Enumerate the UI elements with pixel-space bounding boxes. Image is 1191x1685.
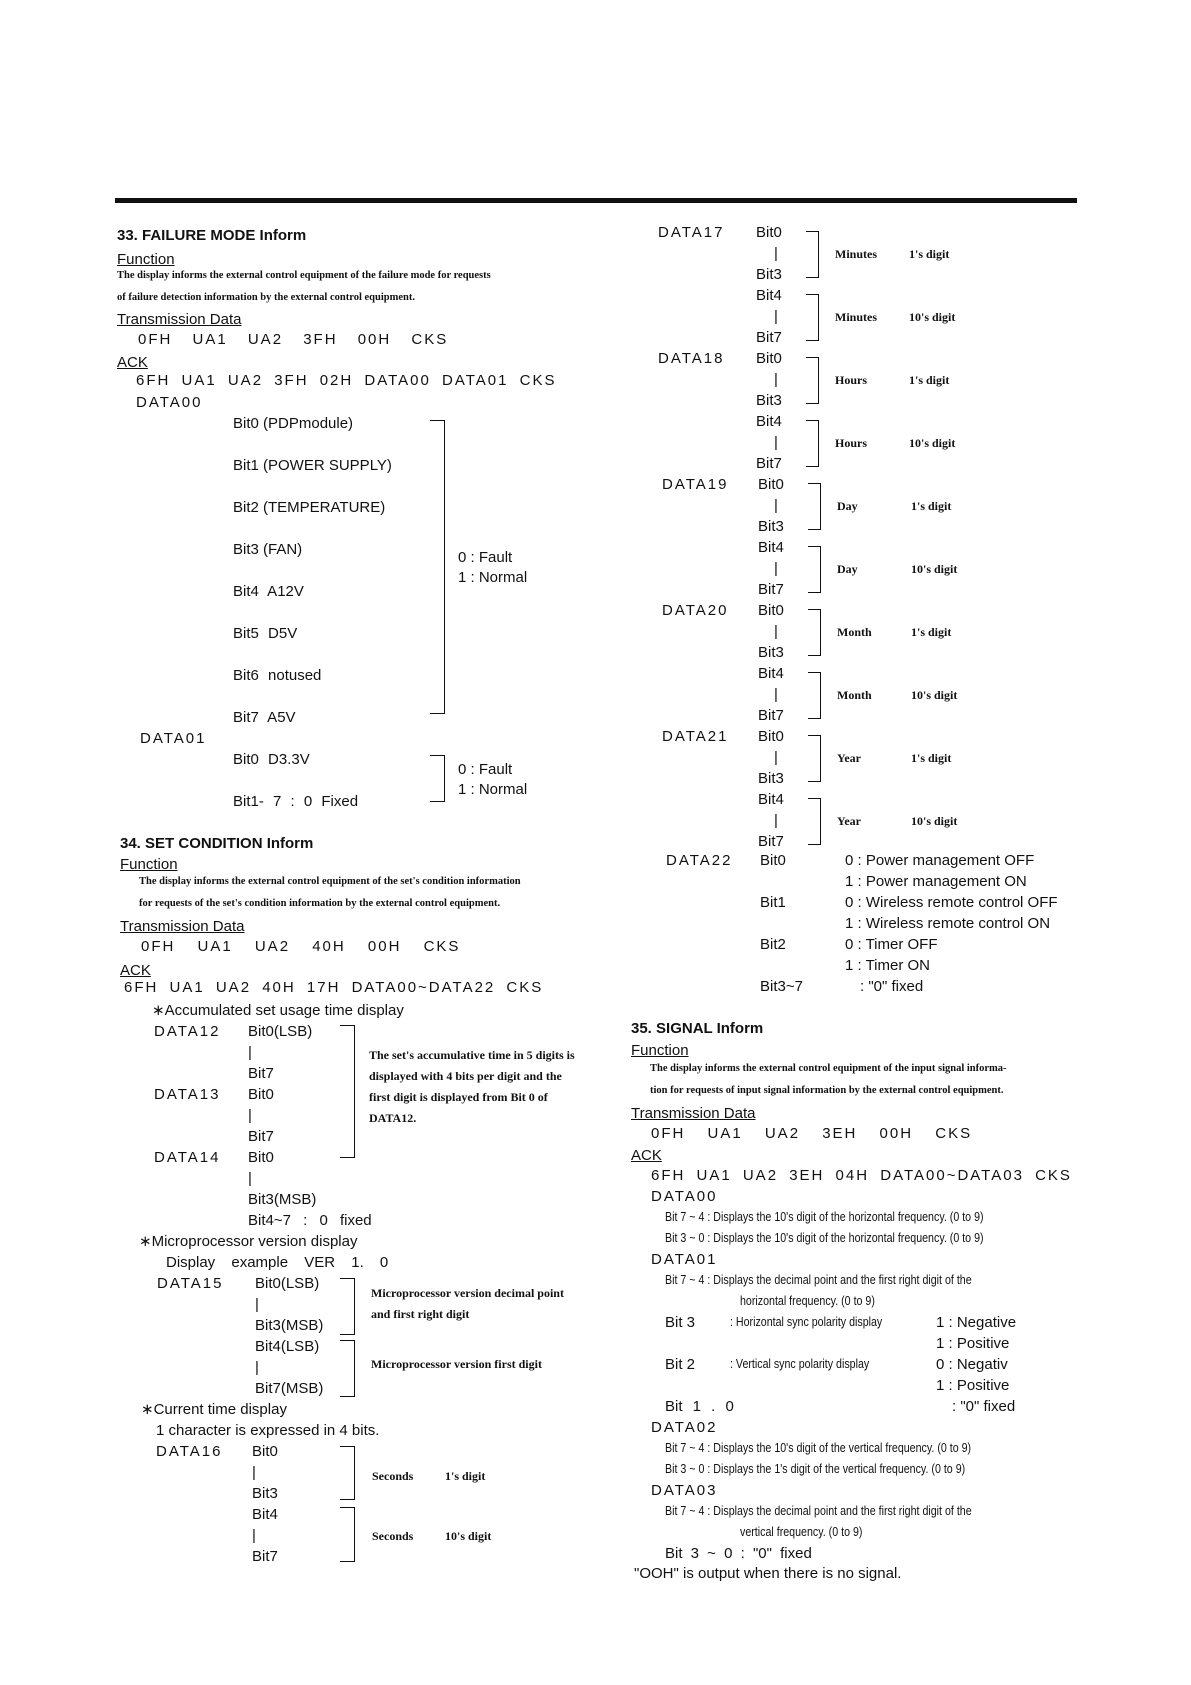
- bit-value: 0 : Wireless remote control OFF: [845, 894, 1058, 911]
- bit-label: Bit0: [756, 350, 782, 367]
- bit-label: Bit4: [756, 287, 782, 304]
- digit-label: 1's digit: [911, 499, 952, 513]
- register-label: DATA19: [662, 476, 729, 493]
- bracket: [340, 1278, 355, 1335]
- time-unit: Year: [837, 751, 861, 765]
- data03-label: DATA03: [651, 1482, 718, 1499]
- bit-label: |: [774, 371, 778, 388]
- bit-label: Bit4: [252, 1506, 278, 1523]
- bit-label: Bit3: [756, 392, 782, 409]
- bit-label: |: [248, 1044, 252, 1061]
- bit-label: Bit4: [758, 539, 784, 556]
- data01-bits-7-4-cont: horizontal frequency. (0 to 9): [740, 1293, 875, 1308]
- digit-label: 10's digit: [909, 436, 956, 450]
- bit-label: Bit0: [248, 1086, 274, 1103]
- register-label: DATA15: [157, 1275, 224, 1292]
- bit-label: |: [252, 1464, 256, 1481]
- bit-label: Bit3: [758, 518, 784, 535]
- bit-label: Bit 2: [665, 1356, 696, 1373]
- digit-label: 1's digit: [911, 625, 952, 639]
- register-label: DATA12: [154, 1023, 221, 1040]
- bracket: [430, 755, 445, 802]
- bit-label: Bit7: [758, 707, 784, 724]
- bit-label: Bit3(MSB): [248, 1191, 317, 1208]
- bit-label: Bit7: [758, 581, 784, 598]
- section-35-desc-line1: The display informs the external control equipment of the input signal informa-: [650, 1063, 1007, 1074]
- microprocessor-first-digit-note: Microprocessor version first digit: [371, 1357, 542, 1371]
- digit-label: 1's digit: [445, 1469, 486, 1483]
- bracket: [808, 546, 821, 593]
- display-example: Display example VER 1. 0: [166, 1254, 389, 1271]
- bit-label: Bit1: [760, 894, 786, 911]
- digit-label: 10's digit: [911, 562, 958, 576]
- bit-label: |: [255, 1296, 259, 1313]
- bit-label: Bit 1 . 0: [665, 1398, 734, 1415]
- section-34-desc-line2: for requests of the set's condition information by the external control equipment.: [139, 898, 501, 909]
- bit-value: 0 : Power management OFF: [845, 852, 1035, 869]
- transmission-code: 0FH UA1 UA2 3EH 00H CKS: [651, 1125, 973, 1142]
- time-unit: Day: [837, 562, 858, 576]
- bit-label: |: [774, 560, 778, 577]
- normal-value: 1 : Normal: [458, 569, 528, 586]
- data01-label: DATA01: [140, 730, 207, 747]
- digit-label: 10's digit: [911, 688, 958, 702]
- bracket: [340, 1025, 355, 1158]
- bit-value: 1 : Positive: [936, 1335, 1010, 1352]
- bit-label: Bit0: [252, 1443, 278, 1460]
- ack-code: 6FH UA1 UA2 40H 17H DATA00~DATA22 CKS: [124, 979, 544, 996]
- section-33-desc-line2: of failure detection information by the external control equipment.: [117, 292, 415, 303]
- data00-label: DATA00: [651, 1188, 718, 1205]
- bit-label: Bit0: [758, 602, 784, 619]
- data16-label: DATA16: [156, 1443, 223, 1460]
- section-34-desc-line1: The display informs the external control equipment of the set's condition information: [139, 876, 521, 887]
- bit-row: Bit1 (POWER SUPPLY): [233, 457, 392, 474]
- bit-label: |: [248, 1107, 252, 1124]
- data03-bits-3-0: Bit 3 ~ 0 : "0" fixed: [665, 1545, 812, 1562]
- bit-value: 1 : Positive: [936, 1377, 1010, 1394]
- register-label: DATA18: [658, 350, 725, 367]
- bit-label: Bit2: [760, 936, 786, 953]
- section-33-title: 33. FAILURE MODE Inform: [117, 227, 307, 244]
- transmission-code: 0FH UA1 UA2 40H 00H CKS: [141, 938, 461, 955]
- time-unit: Hours: [835, 436, 868, 450]
- bit-label: Bit0(LSB): [255, 1275, 320, 1292]
- bit-label: |: [774, 749, 778, 766]
- register-label: DATA17: [658, 224, 725, 241]
- bracket: [808, 735, 821, 782]
- bit-label: Bit3: [758, 644, 784, 661]
- function-label: Function: [120, 856, 178, 873]
- bit-label: |: [774, 245, 778, 262]
- fault-value: 0 : Fault: [458, 549, 513, 566]
- time-unit: Hours: [835, 373, 868, 387]
- bracket: [340, 1446, 355, 1500]
- function-label: Function: [117, 251, 175, 268]
- bit-label: |: [774, 434, 778, 451]
- bit-label: Bit0: [758, 476, 784, 493]
- bracket: [808, 609, 821, 656]
- accumulated-time-note: The set's accumulative time in 5 digits is displayed with 4 bits per digit and the first digit is displayed from Bit 0 of DATA12.: [369, 1048, 575, 1125]
- bit-value: : "0" fixed: [860, 978, 924, 995]
- bit-description: : Horizontal sync polarity display: [730, 1314, 883, 1329]
- time-unit: Minutes: [835, 247, 877, 261]
- top-rule: [115, 198, 1077, 203]
- data03-bits-7-4: Bit 7 ~ 4 : Displays the decimal point and the first right digit of the: [665, 1503, 972, 1518]
- bit-row: Bit1- 7 : 0 Fixed: [233, 793, 359, 810]
- bit-label: Bit7: [758, 833, 784, 850]
- bracket: [808, 483, 821, 530]
- section-33-desc-line1: The display informs the external control equipment of the failure mode for requests: [117, 270, 491, 281]
- bit-row: Bit5 D5V: [233, 625, 298, 642]
- bracket: [806, 294, 819, 341]
- transmission-data-label: Transmission Data: [120, 918, 245, 935]
- function-label: Function: [631, 1042, 689, 1059]
- digit-label: 10's digit: [911, 814, 958, 828]
- data02-bits-3-0: Bit 3 ~ 0 : Displays the 1's digit of the vertical frequency. (0 to 9): [665, 1461, 966, 1476]
- time-unit: Seconds: [372, 1469, 414, 1483]
- bit-value: 1 : Negative: [936, 1314, 1017, 1331]
- bit-value: 1 : Wireless remote control ON: [845, 915, 1051, 932]
- bit-row: Bit0 D3.3V: [233, 751, 310, 768]
- data00-bits-7-4: Bit 7 ~ 4 : Displays the 10's digit of the horizontal frequency. (0 to 9): [665, 1209, 984, 1224]
- register-label: DATA14: [154, 1149, 221, 1166]
- no-signal-footer: "OOH" is output when there is no signal.: [634, 1565, 902, 1582]
- bit-label: |: [255, 1359, 259, 1376]
- ack-code: 6FH UA1 UA2 3EH 04H DATA00~DATA03 CKS: [651, 1167, 1072, 1184]
- normal-value: 1 : Normal: [458, 781, 528, 798]
- bit-label: Bit3: [252, 1485, 278, 1502]
- microprocessor-heading: ∗Microprocessor version display: [139, 1233, 358, 1250]
- bit-label: Bit7: [756, 329, 782, 346]
- bit-label: |: [252, 1527, 256, 1544]
- bit-row: Bit6 notused: [233, 667, 322, 684]
- data22-label: DATA22: [666, 852, 733, 869]
- bit-label: Bit0: [248, 1149, 274, 1166]
- ack-label: ACK: [120, 962, 151, 979]
- bit-label: Bit3: [758, 770, 784, 787]
- digit-label: 1's digit: [911, 751, 952, 765]
- time-unit: Month: [837, 688, 872, 702]
- time-unit: Month: [837, 625, 872, 639]
- bracket: [808, 798, 821, 845]
- bracket: [806, 357, 819, 404]
- bracket: [340, 1340, 355, 1397]
- bit-label: |: [774, 812, 778, 829]
- bit-label: |: [774, 308, 778, 325]
- bit-label: Bit4: [758, 791, 784, 808]
- time-unit: Minutes: [835, 310, 877, 324]
- transmission-data-label: Transmission Data: [117, 311, 242, 328]
- bit-value: 0 : Timer OFF: [845, 936, 938, 953]
- section-34-title: 34. SET CONDITION Inform: [120, 835, 314, 852]
- accumulated-time-heading: ∗Accumulated set usage time display: [152, 1002, 404, 1019]
- register-label: DATA13: [154, 1086, 221, 1103]
- time-unit: Year: [837, 814, 861, 828]
- bit-label: |: [248, 1170, 252, 1187]
- bit-label: Bit0(LSB): [248, 1023, 313, 1040]
- bit-label: Bit7: [248, 1065, 274, 1082]
- bit-label: Bit3: [756, 266, 782, 283]
- bit-label: |: [774, 497, 778, 514]
- bit-label: Bit3(MSB): [255, 1317, 324, 1334]
- bit-label: Bit4: [756, 413, 782, 430]
- bit-value: : "0" fixed: [952, 1398, 1016, 1415]
- bit-value: 1 : Timer ON: [845, 957, 931, 974]
- time-unit: Day: [837, 499, 858, 513]
- data01-bits-7-4: Bit 7 ~ 4 : Displays the decimal point and the first right digit of the: [665, 1272, 972, 1287]
- bit-description: : Vertical sync polarity display: [730, 1356, 870, 1371]
- ack-label: ACK: [117, 354, 148, 371]
- bit-row: Bit2 (TEMPERATURE): [233, 499, 386, 516]
- data03-bits-7-4-cont: vertical frequency. (0 to 9): [740, 1524, 863, 1539]
- bit-row: Bit0 (PDPmodule): [233, 415, 354, 432]
- bit-label: Bit7(MSB): [255, 1380, 324, 1397]
- bit-label: |: [774, 623, 778, 640]
- data02-label: DATA02: [651, 1419, 718, 1436]
- bit-label: Bit0: [756, 224, 782, 241]
- data02-bits-7-4: Bit 7 ~ 4 : Displays the 10's digit of the vertical frequency. (0 to 9): [665, 1440, 972, 1455]
- microprocessor-decimal-note: Microprocessor version decimal point and first right digit: [371, 1286, 564, 1321]
- current-time-heading: ∗Current time display: [141, 1401, 287, 1418]
- digit-label: 10's digit: [909, 310, 956, 324]
- bracket: [340, 1507, 355, 1562]
- section-35-desc-line2: tion for requests of input signal information by the external control equipment.: [650, 1085, 1004, 1096]
- bracket: [806, 231, 819, 278]
- bit-label: Bit7: [248, 1128, 274, 1145]
- bit-label: Bit4: [758, 665, 784, 682]
- current-time-subheading: 1 character is expressed in 4 bits.: [156, 1422, 380, 1439]
- bracket: [808, 672, 821, 719]
- bit-label: Bit4~7 : 0 fixed: [248, 1212, 372, 1229]
- bit-label: Bit 3: [665, 1314, 696, 1331]
- bit-label: Bit3~7: [760, 978, 803, 995]
- bit-label: Bit7: [252, 1548, 278, 1565]
- digit-label: 1's digit: [909, 247, 950, 261]
- bit-label: Bit0: [758, 728, 784, 745]
- digit-label: 1's digit: [909, 373, 950, 387]
- time-unit: Seconds: [372, 1529, 414, 1543]
- bit-label: Bit7: [756, 455, 782, 472]
- transmission-data-label: Transmission Data: [631, 1105, 756, 1122]
- data00-label: DATA00: [136, 394, 203, 411]
- register-label: DATA20: [662, 602, 729, 619]
- bit-label: Bit0: [760, 852, 786, 869]
- digit-label: 10's digit: [445, 1529, 492, 1543]
- bit-row: Bit4 A12V: [233, 583, 304, 600]
- data01-label: DATA01: [651, 1251, 718, 1268]
- section-35-title: 35. SIGNAL Inform: [631, 1020, 764, 1037]
- bit-label: Bit4(LSB): [255, 1338, 320, 1355]
- bracket: [806, 420, 819, 467]
- data00-bits-3-0: Bit 3 ~ 0 : Displays the 10's digit of the horizontal frequency. (0 to 9): [665, 1230, 984, 1245]
- fault-value: 0 : Fault: [458, 761, 513, 778]
- ack-code: 6FH UA1 UA2 3FH 02H DATA00 DATA01 CKS: [136, 372, 557, 389]
- bit-value: 0 : Negativ: [936, 1356, 1008, 1373]
- register-label: DATA21: [662, 728, 729, 745]
- transmission-code: 0FH UA1 UA2 3FH 00H CKS: [138, 331, 449, 348]
- bit-label: |: [774, 686, 778, 703]
- bit-row: Bit3 (FAN): [233, 541, 303, 558]
- bit-value: 1 : Power management ON: [845, 873, 1027, 890]
- ack-label: ACK: [631, 1147, 662, 1164]
- bit-row: Bit7 A5V: [233, 709, 296, 726]
- bracket: [430, 420, 445, 714]
